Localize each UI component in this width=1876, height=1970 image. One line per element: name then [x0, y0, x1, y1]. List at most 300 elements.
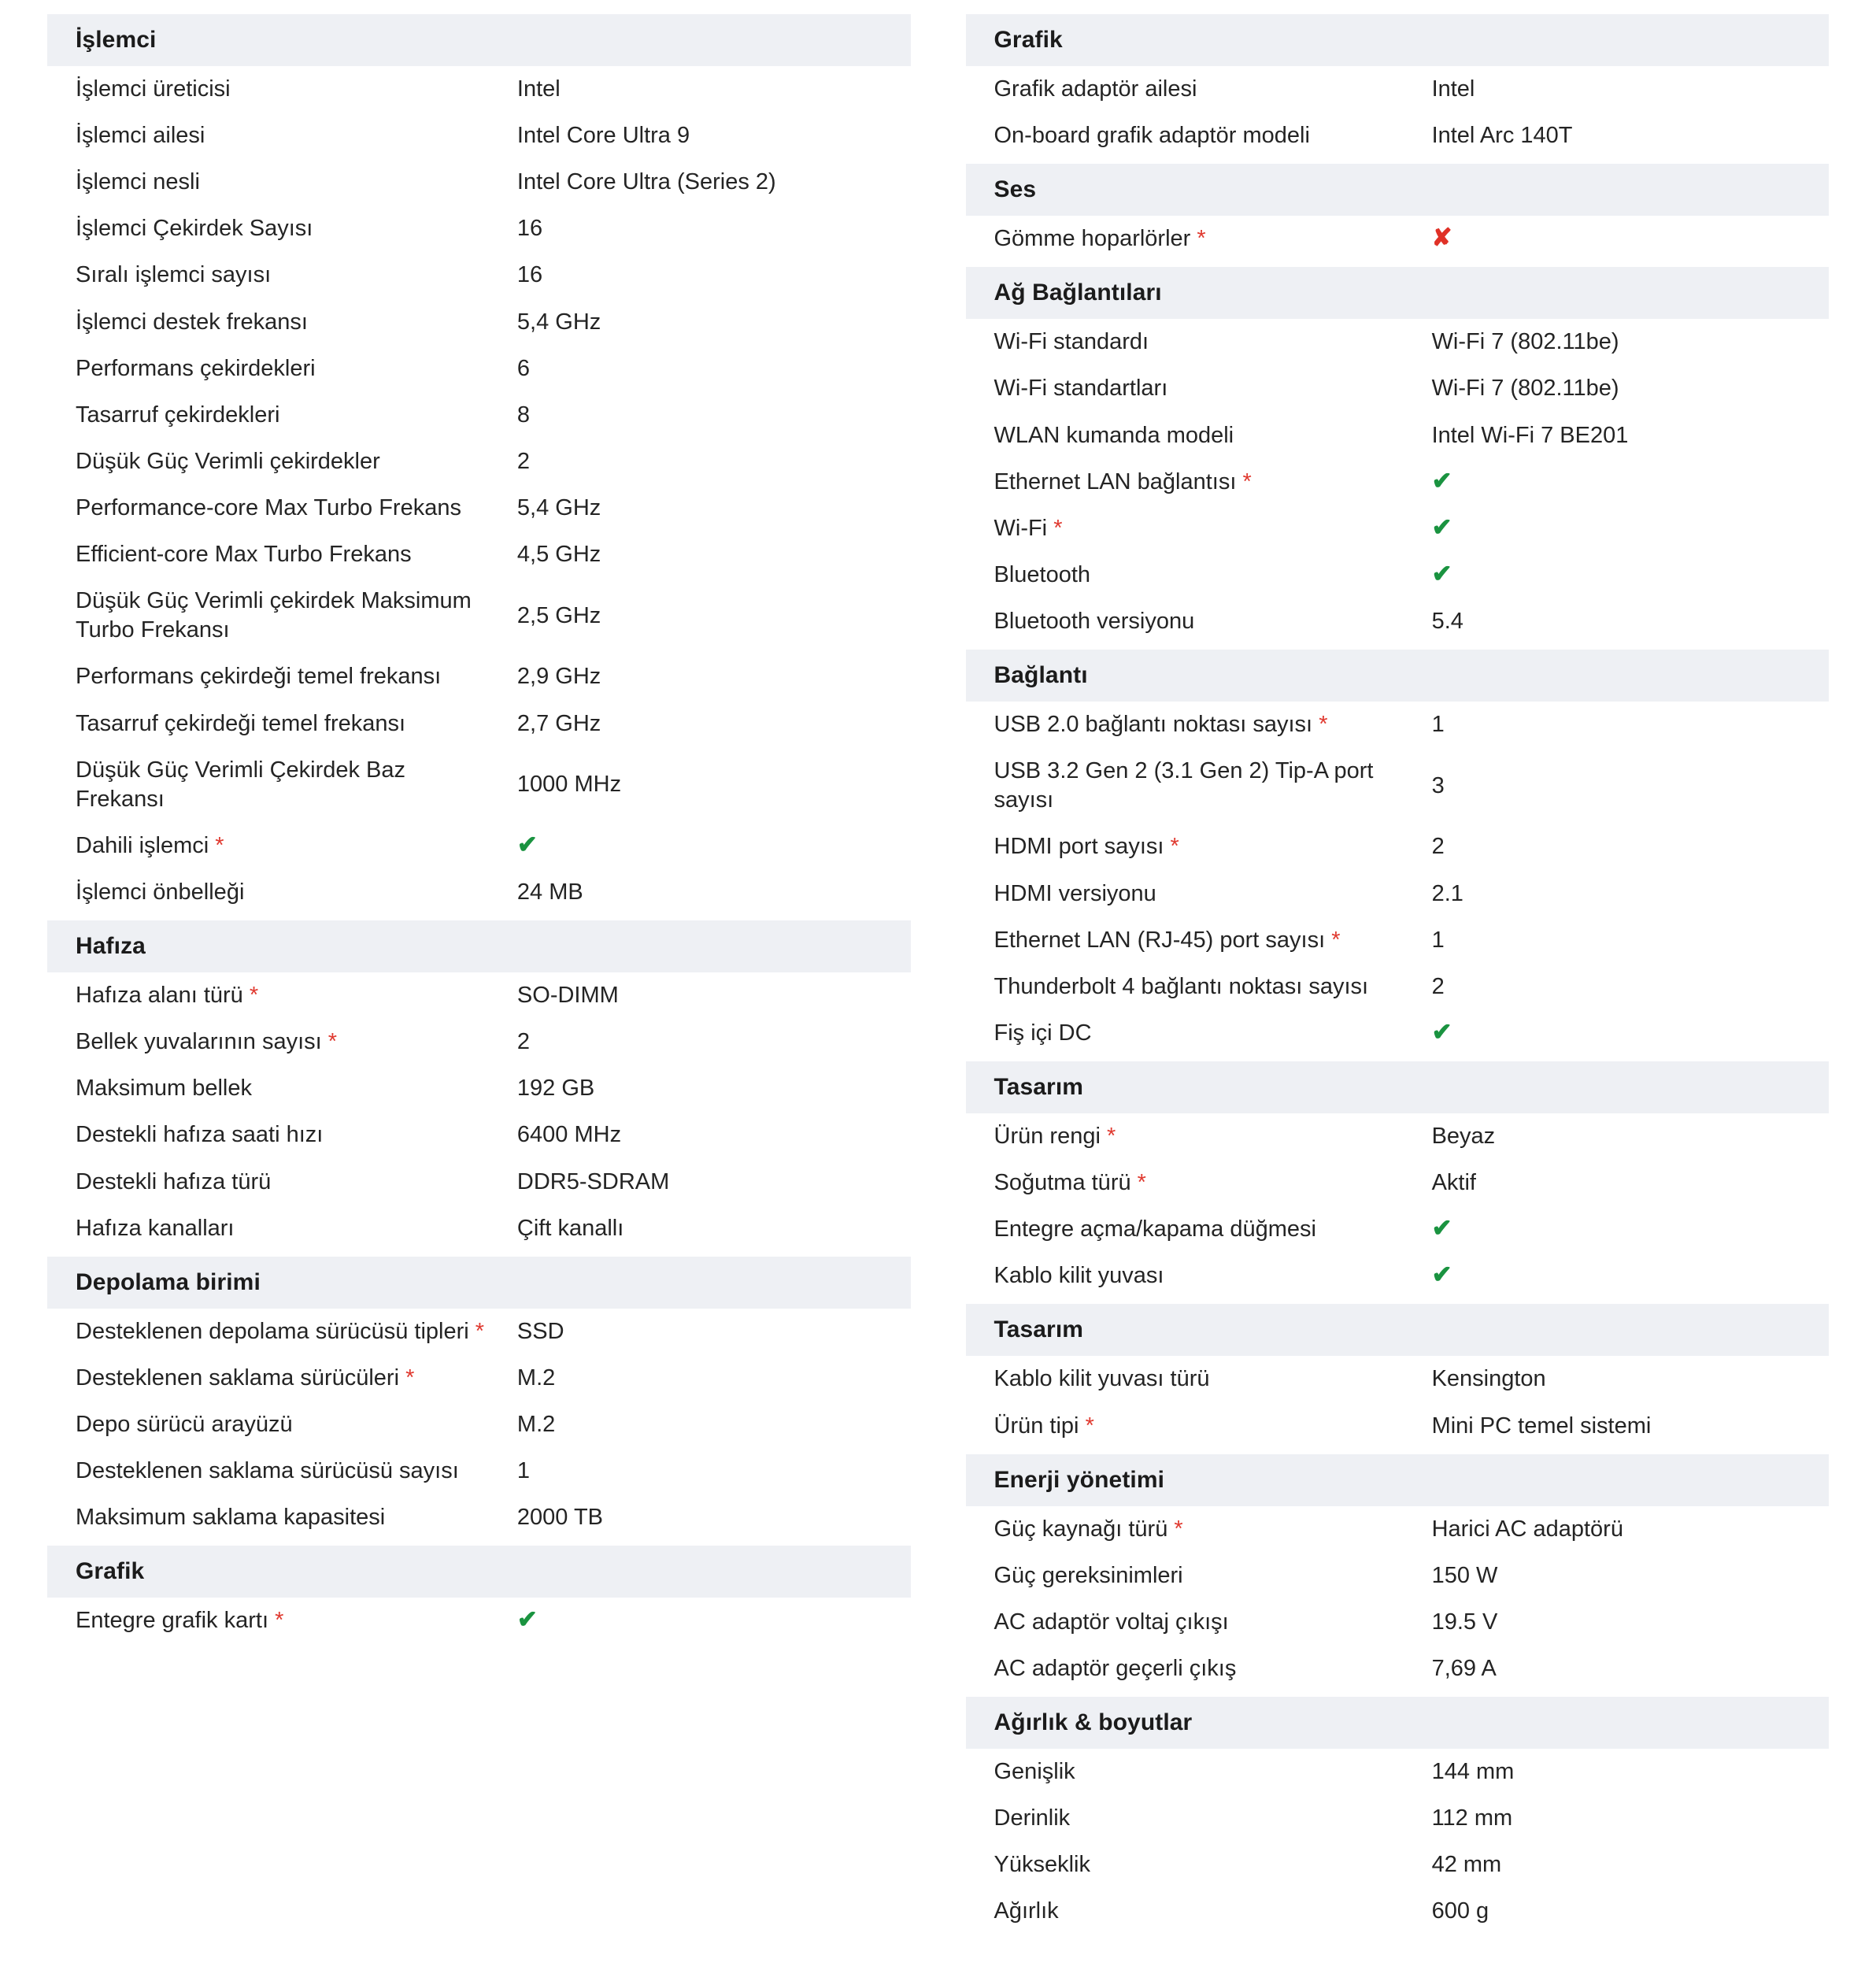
- spec-value-text: 6: [516, 355, 531, 381]
- spec-section-grafik: [966, 14, 1830, 159]
- spec-row: [47, 206, 911, 252]
- spec-value-ac-adaptor-gecerli-cikis: [1427, 1646, 1829, 1692]
- spec-label-text: Düşük Güç Verimli çekirdek Maksimum Turbo Frekansı: [76, 588, 472, 643]
- spec-value-text: SO-DIMM: [516, 983, 619, 1009]
- spec-label-destekli-hafiza-turu: [47, 1159, 512, 1205]
- spec-label-guc-kaynagi-turu: [966, 1506, 1427, 1553]
- spec-label-wlan-kumanda-modeli: [966, 413, 1427, 459]
- spec-value-text: Wi-Fi 7 (802.11be): [1431, 329, 1619, 355]
- spec-label-i-slemci-cekirdek-sayisi: [47, 206, 512, 252]
- spec-label-text: İşlemci üreticisi: [76, 76, 231, 102]
- spec-row: [47, 531, 911, 578]
- spec-value-ethernet-lan-baglantisi: [1427, 459, 1829, 505]
- spec-section-grafik: [47, 1546, 911, 1644]
- spec-label-wi-fi-standartlari: [966, 365, 1427, 412]
- section-title: Hafıza: [47, 920, 911, 972]
- spec-label-hafiza-alani-turu: [47, 972, 512, 1019]
- spec-label-text: AC adaptör geçerli çıkış: [994, 1655, 1237, 1681]
- spec-value-text: Intel Wi-Fi 7 BE201: [1431, 422, 1629, 448]
- spec-row: [47, 1112, 911, 1158]
- spec-label-text: Thunderbolt 4 bağlantı noktası sayısı: [994, 973, 1369, 999]
- spec-label-sirali-islemci-sayisi: [47, 252, 512, 298]
- spec-value-text: Intel: [1431, 76, 1475, 102]
- spec-label-text: Soğutma türü: [994, 1170, 1131, 1196]
- spec-label-text: Entegre grafik kartı: [76, 1608, 268, 1634]
- spec-value-text: 2,9 GHz: [516, 664, 601, 690]
- spec-row: [966, 1403, 1830, 1450]
- spec-label-destekli-hafiza-saati-hizi: [47, 1112, 512, 1158]
- spec-row: [966, 1253, 1830, 1299]
- check-icon: ✔: [1431, 1261, 1452, 1289]
- spec-label-desteklenen-saklama-surucusu-sayisi: [47, 1448, 512, 1494]
- spec-value-text: 7,69 A: [1431, 1655, 1497, 1681]
- spec-value-text: 2: [516, 448, 531, 474]
- spec-value-text: 5,4 GHz: [516, 309, 601, 335]
- spec-label-text: İşlemci ailesi: [76, 123, 205, 149]
- spec-value-desteklenen-saklama-surucusu-sayisi: [512, 1448, 911, 1494]
- required-asterisk-icon: *: [1319, 712, 1328, 738]
- spec-label-text: Dahili işlemci: [76, 832, 209, 858]
- spec-value-bellek-yuvalarinin-sayisi: [512, 1019, 911, 1065]
- spec-row: [966, 917, 1830, 964]
- spec-value-desteklenen-saklama-suruculeri: [512, 1355, 911, 1402]
- spec-row: [47, 654, 911, 700]
- spec-value-text: 5.4: [1431, 608, 1463, 634]
- spec-label-derinlik: [966, 1795, 1427, 1842]
- spec-value-text: 2,7 GHz: [516, 710, 601, 736]
- spec-value-text: M.2: [516, 1411, 556, 1437]
- spec-label-text: Ağırlık: [994, 1898, 1059, 1924]
- spec-label-i-slemci-onbellegi: [47, 869, 512, 916]
- spec-section-agirlik-boyutlar: [966, 1697, 1830, 1935]
- spec-label-text: Wi-Fi standardı: [994, 329, 1149, 355]
- spec-value-text: 16: [516, 262, 543, 288]
- spec-value-text: Aktif: [1431, 1170, 1476, 1196]
- spec-row: [47, 1448, 911, 1494]
- spec-value-dahili-islemci: [512, 823, 911, 869]
- spec-label-urun-rengi: [966, 1113, 1427, 1160]
- spec-value-performance-core-max-turbo-frekans: [512, 485, 911, 531]
- spec-row: [966, 552, 1830, 598]
- spec-row: [966, 1842, 1830, 1888]
- spec-value-text: 1: [516, 1458, 531, 1484]
- check-icon: ✔: [516, 1605, 538, 1634]
- check-icon: ✔: [1431, 466, 1452, 494]
- required-asterisk-icon: *: [1331, 927, 1341, 953]
- spec-row: [47, 1205, 911, 1252]
- spec-value-performans-cekirdekleri: [512, 346, 911, 392]
- check-icon: ✔: [1431, 1214, 1452, 1242]
- check-icon: ✔: [516, 830, 538, 858]
- spec-value-i-slemci-nesli: [512, 159, 911, 206]
- spec-value-thunderbolt-4-baglanti-noktasi-sayisi: [1427, 964, 1829, 1010]
- spec-value-bluetooth-versiyonu: [1427, 598, 1829, 645]
- spec-value-maksimum-saklama-kapasitesi: [512, 1494, 911, 1541]
- spec-label-text: Bellek yuvalarının sayısı: [76, 1029, 322, 1055]
- spec-label-maksimum-saklama-kapasitesi: [47, 1494, 512, 1541]
- spec-row: [47, 972, 911, 1019]
- spec-label-performance-core-max-turbo-frekans: [47, 485, 512, 531]
- spec-label-guc-gereksinimleri: [966, 1553, 1427, 1599]
- spec-label-text: Ürün tipi: [994, 1413, 1079, 1439]
- spec-row: [966, 365, 1830, 412]
- spec-row: [966, 871, 1830, 917]
- spec-section-enerji-yonetimi: [966, 1454, 1830, 1692]
- spec-table: [966, 66, 1830, 159]
- spec-value-entegre-acma-kapama-dugmesi: [1427, 1206, 1829, 1253]
- spec-row: [966, 824, 1830, 870]
- spec-row: [966, 413, 1830, 459]
- spec-label-text: Performans çekirdeği temel frekansı: [76, 664, 442, 690]
- spec-value-grafik-adaptor-ailesi: [1427, 66, 1829, 113]
- spec-value-urun-rengi: [1427, 1113, 1829, 1160]
- spec-label-text: Grafik adaptör ailesi: [994, 76, 1197, 102]
- spec-value-usb-2-0-baglanti-noktasi-sayisi: [1427, 702, 1829, 748]
- section-title: Grafik: [966, 14, 1830, 66]
- spec-value-performans-cekirdegi-temel-frekansi: [512, 654, 911, 700]
- section-title: Ağırlık & boyutlar: [966, 1697, 1830, 1749]
- spec-value-text: 600 g: [1431, 1898, 1489, 1924]
- spec-row: [966, 216, 1830, 262]
- spec-row: [966, 598, 1830, 645]
- spec-value-derinlik: [1427, 1795, 1829, 1842]
- spec-row: [47, 485, 911, 531]
- required-asterisk-icon: *: [249, 983, 259, 1009]
- spec-value-kablo-kilit-yuvasi-turu: [1427, 1356, 1829, 1402]
- spec-value-desteklenen-depolama-surucusu-tipleri: [512, 1309, 911, 1355]
- spec-value-text: 6400 MHz: [516, 1122, 622, 1148]
- spec-value-urun-tipi: [1427, 1403, 1829, 1450]
- spec-row: [966, 1356, 1830, 1402]
- spec-label-text: Düşük Güç Verimli Çekirdek Baz Frekansı: [76, 757, 406, 812]
- spec-value-text: 42 mm: [1431, 1852, 1502, 1878]
- spec-label-bluetooth: [966, 552, 1427, 598]
- required-asterisk-icon: *: [475, 1318, 485, 1344]
- spec-value-text: 2000 TB: [516, 1505, 604, 1531]
- spec-value-text: 1: [1431, 712, 1445, 738]
- spec-value-wi-fi: [1427, 505, 1829, 552]
- spec-value-hdmi-versiyonu: [1427, 871, 1829, 917]
- spec-value-gomme-hoparlorler: [1427, 216, 1829, 262]
- spec-value-text: 24 MB: [516, 879, 583, 905]
- spec-row: [966, 1113, 1830, 1160]
- spec-label-genislik: [966, 1749, 1427, 1795]
- spec-value-text: DDR5-SDRAM: [516, 1168, 670, 1194]
- spec-label-ethernet-lan-rj-45-port-sayisi: [966, 917, 1427, 964]
- spec-value-tasarruf-cekirdegi-temel-frekansi: [512, 701, 911, 747]
- spec-value-text: 3: [1431, 772, 1445, 798]
- spec-value-text: SSD: [516, 1318, 564, 1344]
- spec-row: [966, 459, 1830, 505]
- spec-section-tasarim: [966, 1061, 1830, 1299]
- spec-label-text: Ethernet LAN bağlantısı: [994, 468, 1237, 494]
- check-icon: ✔: [1431, 513, 1452, 541]
- required-asterisk-icon: *: [1137, 1170, 1146, 1196]
- spec-label-text: Ürün rengi: [994, 1123, 1101, 1149]
- spec-label-performans-cekirdekleri: [47, 346, 512, 392]
- spec-row: [966, 319, 1830, 365]
- spec-value-guc-kaynagi-turu: [1427, 1506, 1829, 1553]
- spec-value-text: 112 mm: [1431, 1805, 1513, 1831]
- spec-value-text: 2,5 GHz: [516, 602, 601, 628]
- spec-label-text: Maksimum saklama kapasitesi: [76, 1505, 386, 1531]
- spec-table: [966, 319, 1830, 645]
- spec-value-text: 192 GB: [516, 1076, 595, 1102]
- spec-row: [47, 439, 911, 485]
- spec-label-text: İşlemci önbelleği: [76, 879, 245, 905]
- spec-label-text: Desteklenen saklama sürücüleri: [76, 1365, 400, 1390]
- spec-value-text: 19.5 V: [1431, 1609, 1498, 1635]
- spec-label-entegre-acma-kapama-dugmesi: [966, 1206, 1427, 1253]
- spec-section-depolama-birimi: [47, 1257, 911, 1542]
- spec-label-text: HDMI port sayısı: [994, 834, 1164, 860]
- spec-value-ethernet-lan-rj-45-port-sayisi: [1427, 917, 1829, 964]
- spec-label-dahili-islemci: [47, 823, 512, 869]
- required-asterisk-icon: *: [1197, 226, 1206, 252]
- spec-label-text: Wi-Fi: [994, 515, 1048, 541]
- spec-label-text: Yükseklik: [994, 1852, 1090, 1878]
- spec-row: [47, 1355, 911, 1402]
- spec-label-text: Destekli hafıza türü: [76, 1168, 272, 1194]
- required-asterisk-icon: *: [405, 1365, 415, 1390]
- spec-label-text: Tasarruf çekirdeği temel frekansı: [76, 710, 406, 736]
- spec-section-hafiza: [47, 920, 911, 1252]
- spec-label-text: Performans çekirdekleri: [76, 355, 316, 381]
- spec-value-text: Harici AC adaptörü: [1431, 1516, 1623, 1542]
- spec-label-hdmi-port-sayisi: [966, 824, 1427, 870]
- spec-label-text: WLAN kumanda modeli: [994, 422, 1234, 448]
- spec-value-text: 2: [1431, 834, 1445, 860]
- section-title: Ses: [966, 164, 1830, 216]
- spec-value-hafiza-alani-turu: [512, 972, 911, 1019]
- cross-icon: ✘: [1431, 224, 1452, 252]
- spec-label-dusuk-guc-verimli-cekirdekler: [47, 439, 512, 485]
- spec-value-text: Çift kanallı: [516, 1215, 624, 1241]
- spec-value-text: Intel Core Ultra (Series 2): [516, 169, 776, 195]
- spec-row: [47, 252, 911, 298]
- spec-value-wi-fi-standartlari: [1427, 365, 1829, 412]
- spec-section-tasarim: [966, 1304, 1830, 1449]
- spec-value-maksimum-bellek: [512, 1065, 911, 1112]
- section-title: Enerji yönetimi: [966, 1454, 1830, 1506]
- spec-row: [47, 1598, 911, 1644]
- spec-label-text: Kablo kilit yuvası: [994, 1263, 1164, 1289]
- spec-label-dusuk-guc-verimli-cekirdek-maksimum-turbo-frekan: [47, 578, 512, 654]
- spec-label-kablo-kilit-yuvasi: [966, 1253, 1427, 1299]
- spec-row: [966, 748, 1830, 824]
- spec-row: [47, 1494, 911, 1541]
- spec-label-text: Performance-core Max Turbo Frekans: [76, 494, 461, 520]
- spec-row: [47, 159, 911, 206]
- spec-label-text: On-board grafik adaptör modeli: [994, 123, 1310, 149]
- required-asterisk-icon: *: [1170, 834, 1179, 860]
- spec-row: [966, 1553, 1830, 1599]
- spec-label-text: İşlemci nesli: [76, 169, 200, 195]
- spec-section-baglanti: [966, 650, 1830, 1057]
- spec-label-text: Destekli hafıza saati hızı: [76, 1122, 324, 1148]
- spec-row: [966, 1010, 1830, 1057]
- spec-row: [966, 702, 1830, 748]
- spec-table: [47, 1309, 911, 1542]
- spec-table: [966, 1113, 1830, 1299]
- spec-value-text: 1000 MHz: [516, 772, 622, 798]
- spec-table: [47, 66, 911, 916]
- spec-label-text: Bluetooth versiyonu: [994, 608, 1195, 634]
- spec-row: [966, 505, 1830, 552]
- spec-label-i-slemci-ureticisi: [47, 66, 512, 113]
- spec-label-maksimum-bellek: [47, 1065, 512, 1112]
- section-title: Ağ Bağlantıları: [966, 267, 1830, 319]
- spec-value-text: Intel Arc 140T: [1431, 123, 1573, 149]
- spec-label-fis-ici-dc: [966, 1010, 1427, 1057]
- spec-value-usb-3-2-gen-2-3-1-gen-2-tip-a-port-sayisi: [1427, 748, 1829, 824]
- spec-value-dusuk-guc-verimli-cekirdekler: [512, 439, 911, 485]
- spec-label-text: Güç gereksinimleri: [994, 1562, 1183, 1588]
- spec-value-dusuk-guc-verimli-cekirdek-maksimum-turbo-frekan: [512, 578, 911, 654]
- spec-label-wi-fi: [966, 505, 1427, 552]
- spec-row: [47, 1309, 911, 1355]
- spec-label-text: AC adaptör voltaj çıkışı: [994, 1609, 1229, 1635]
- spec-value-kablo-kilit-yuvasi: [1427, 1253, 1829, 1299]
- spec-value-text: 2: [1431, 973, 1445, 999]
- spec-value-bluetooth: [1427, 552, 1829, 598]
- spec-label-hdmi-versiyonu: [966, 871, 1427, 917]
- section-title: Grafik: [47, 1546, 911, 1598]
- spec-label-text: Düşük Güç Verimli çekirdekler: [76, 448, 380, 474]
- spec-value-sirali-islemci-sayisi: [512, 252, 911, 298]
- spec-label-desteklenen-saklama-suruculeri: [47, 1355, 512, 1402]
- section-title: Tasarım: [966, 1304, 1830, 1356]
- required-asterisk-icon: *: [215, 832, 224, 858]
- check-icon: ✔: [1431, 559, 1452, 587]
- spec-label-text: Desteklenen depolama sürücüsü tipleri: [76, 1318, 469, 1344]
- spec-row: [966, 113, 1830, 159]
- spec-table: [966, 1749, 1830, 1935]
- spec-label-dusuk-guc-verimli-cekirdek-baz-frekansi: [47, 747, 512, 823]
- spec-label-urun-tipi: [966, 1403, 1427, 1450]
- spec-value-text: Kensington: [1431, 1366, 1546, 1392]
- spec-row: [966, 964, 1830, 1010]
- section-title: İşlemci: [47, 14, 911, 66]
- spec-value-text: 2: [516, 1029, 531, 1055]
- spec-label-text: Ethernet LAN (RJ-45) port sayısı: [994, 927, 1326, 953]
- spec-label-sogutma-turu: [966, 1160, 1427, 1206]
- spec-label-grafik-adaptor-ailesi: [966, 66, 1427, 113]
- spec-label-usb-2-0-baglanti-noktasi-sayisi: [966, 702, 1427, 748]
- spec-section-i-slemci: [47, 14, 911, 916]
- spec-column-left: [47, 14, 911, 1647]
- spec-row: [47, 346, 911, 392]
- spec-table: [47, 1598, 911, 1644]
- spec-row: [47, 578, 911, 654]
- spec-label-text: Gömme hoparlörler: [994, 226, 1191, 252]
- spec-row: [47, 1402, 911, 1448]
- required-asterisk-icon: *: [275, 1608, 284, 1634]
- spec-row: [47, 66, 911, 113]
- spec-row: [47, 701, 911, 747]
- spec-label-text: Hafıza kanalları: [76, 1215, 235, 1241]
- spec-label-ethernet-lan-baglantisi: [966, 459, 1427, 505]
- spec-value-on-board-grafik-adaptor-modeli: [1427, 113, 1829, 159]
- spec-row: [966, 1749, 1830, 1795]
- spec-label-text: Fiş içi DC: [994, 1020, 1092, 1046]
- spec-label-text: Güç kaynağı türü: [994, 1516, 1168, 1542]
- spec-row: [47, 1019, 911, 1065]
- spec-value-guc-gereksinimleri: [1427, 1553, 1829, 1599]
- spec-row: [966, 1646, 1830, 1692]
- section-title: Bağlantı: [966, 650, 1830, 702]
- spec-value-fis-ici-dc: [1427, 1010, 1829, 1057]
- spec-label-yukseklik: [966, 1842, 1427, 1888]
- spec-table: [966, 1356, 1830, 1449]
- spec-label-agirlik: [966, 1888, 1427, 1935]
- spec-table: [966, 702, 1830, 1057]
- spec-label-text: Kablo kilit yuvası türü: [994, 1366, 1210, 1392]
- spec-label-efficient-core-max-turbo-frekans: [47, 531, 512, 578]
- spec-label-i-slemci-nesli: [47, 159, 512, 206]
- section-title: Depolama birimi: [47, 1257, 911, 1309]
- spec-value-genislik: [1427, 1749, 1829, 1795]
- spec-value-i-slemci-onbellegi: [512, 869, 911, 916]
- spec-value-text: 1: [1431, 927, 1445, 953]
- spec-value-agirlik: [1427, 1888, 1829, 1935]
- spec-table: [47, 972, 911, 1252]
- required-asterisk-icon: *: [1174, 1516, 1183, 1542]
- spec-value-depo-surucu-arayuzu: [512, 1402, 911, 1448]
- spec-value-destekli-hafiza-turu: [512, 1159, 911, 1205]
- spec-section-ses: [966, 164, 1830, 262]
- spec-row: [966, 1206, 1830, 1253]
- spec-label-text: Hafıza alanı türü: [76, 983, 243, 1009]
- spec-table: [966, 216, 1830, 262]
- spec-value-text: 5,4 GHz: [516, 494, 601, 520]
- spec-label-text: Sıralı işlemci sayısı: [76, 262, 272, 288]
- spec-label-text: Maksimum bellek: [76, 1076, 252, 1102]
- spec-row: [47, 1159, 911, 1205]
- spec-value-efficient-core-max-turbo-frekans: [512, 531, 911, 578]
- spec-label-bellek-yuvalarinin-sayisi: [47, 1019, 512, 1065]
- spec-label-tasarruf-cekirdekleri: [47, 392, 512, 439]
- spec-value-yukseklik: [1427, 1842, 1829, 1888]
- spec-value-ac-adaptor-voltaj-cikisi: [1427, 1599, 1829, 1646]
- required-asterisk-icon: *: [1085, 1413, 1094, 1439]
- spec-label-text: Bluetooth: [994, 561, 1091, 587]
- spec-label-text: Entegre açma/kapama düğmesi: [994, 1216, 1316, 1242]
- spec-label-kablo-kilit-yuvasi-turu: [966, 1356, 1427, 1402]
- spec-column-right: [966, 14, 1830, 1939]
- required-asterisk-icon: *: [1106, 1123, 1116, 1149]
- spec-value-text: 16: [516, 216, 543, 242]
- spec-label-text: Tasarruf çekirdekleri: [76, 402, 280, 428]
- spec-section-ag-baglantilari: [966, 267, 1830, 645]
- spec-value-i-slemci-ailesi: [512, 113, 911, 159]
- spec-row: [966, 1160, 1830, 1206]
- spec-label-ac-adaptor-voltaj-cikisi: [966, 1599, 1427, 1646]
- spec-value-text: Intel Core Ultra 9: [516, 123, 690, 149]
- spec-value-dusuk-guc-verimli-cekirdek-baz-frekansi: [512, 747, 911, 823]
- spec-value-i-slemci-destek-frekansi: [512, 299, 911, 346]
- spec-value-wlan-kumanda-modeli: [1427, 413, 1829, 459]
- spec-label-text: Efficient-core Max Turbo Frekans: [76, 542, 412, 568]
- spec-label-text: Genişlik: [994, 1759, 1075, 1785]
- spec-value-i-slemci-cekirdek-sayisi: [512, 206, 911, 252]
- spec-label-entegre-grafik-karti: [47, 1598, 512, 1644]
- spec-label-text: Wi-Fi standartları: [994, 376, 1168, 402]
- spec-value-entegre-grafik-karti: [512, 1598, 911, 1644]
- spec-table: [966, 1506, 1830, 1692]
- spec-label-i-slemci-destek-frekansi: [47, 299, 512, 346]
- spec-row: [966, 1506, 1830, 1553]
